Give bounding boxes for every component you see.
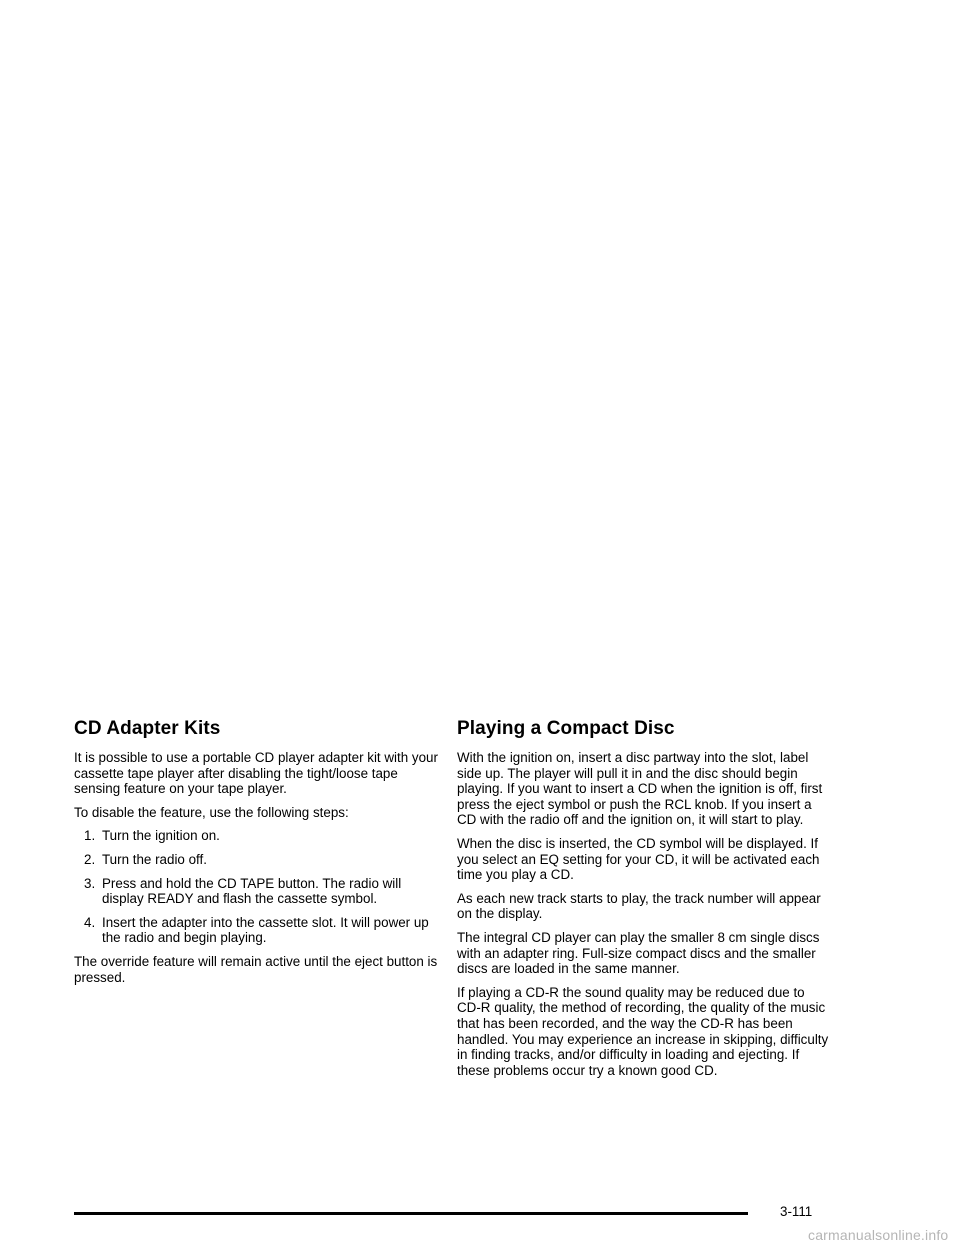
override-closing-paragraph: The override feature will remain active until the eject button is pressed. xyxy=(74,953,438,985)
step-number: 4. xyxy=(84,914,96,930)
footer-rule xyxy=(74,1212,748,1215)
step-text: Press and hold the CD TAPE button. The radio will display READY and flash the cassette symbol. xyxy=(102,875,402,907)
left-column xyxy=(74,716,440,993)
step-text: Turn the ignition on. xyxy=(102,828,220,844)
list-item xyxy=(74,852,440,868)
right-column xyxy=(457,716,829,1086)
paragraph-cd-symbol: When the disc is inserted, the CD symbol will be displayed. If you select an EQ setting for your CD, it will be activated each time you play a CD. xyxy=(457,835,820,883)
steps-intro-paragraph: To disable the feature, use the following steps: xyxy=(74,804,349,820)
step-number: 3. xyxy=(84,875,96,891)
paragraph-track-number: As each new track starts to play, the track number will appear on the display. xyxy=(457,890,821,922)
step-number: 1. xyxy=(84,828,96,844)
step-text: Insert the adapter into the cassette slot. It will power up the radio and begin playing. xyxy=(102,914,429,946)
cd-adapter-kits-heading: CD Adapter Kits xyxy=(74,718,221,739)
paragraph-cd-r: If playing a CD-R the sound quality may be reduced due to CD-R quality, the method of recording, the quality of the music that has been recorded, and the way the CD-R has been handled. You may experience an increase in skipping, difficulty in finding tracks, and/or difficulty in loading and ejecting. If these problems occur try a known good CD. xyxy=(457,984,829,1078)
list-item xyxy=(74,915,440,946)
step-text: Turn the radio off. xyxy=(102,851,207,867)
paragraph-small-discs: The integral CD player can play the smaller 8 cm single discs with an adapter ring. Full-size compact discs and the smaller discs are loaded in the same manner. xyxy=(457,929,820,977)
steps-list xyxy=(74,828,440,946)
list-item xyxy=(74,876,440,907)
watermark: carmanualsonline.info xyxy=(808,1227,949,1243)
paragraph-insert-disc: With the ignition on, insert a disc partway into the slot, label side up. The player will pull it in and the disc should begin playing. If you want to insert a CD when the ignition is off, first press the eject symbol or push the RCL knob. If you insert a CD with the radio off and the ignition on, it will start to play. xyxy=(457,750,823,828)
step-number: 2. xyxy=(84,851,96,867)
playing-compact-disc-heading: Playing a Compact Disc xyxy=(457,718,675,739)
adapter-intro-paragraph: It is possible to use a portable CD player adapter kit with your cassette tape player after disabling the tight/loose tape sensing feature on your tape player. xyxy=(74,750,438,797)
list-item xyxy=(74,828,440,844)
page-number: 3-111 xyxy=(780,1204,813,1219)
